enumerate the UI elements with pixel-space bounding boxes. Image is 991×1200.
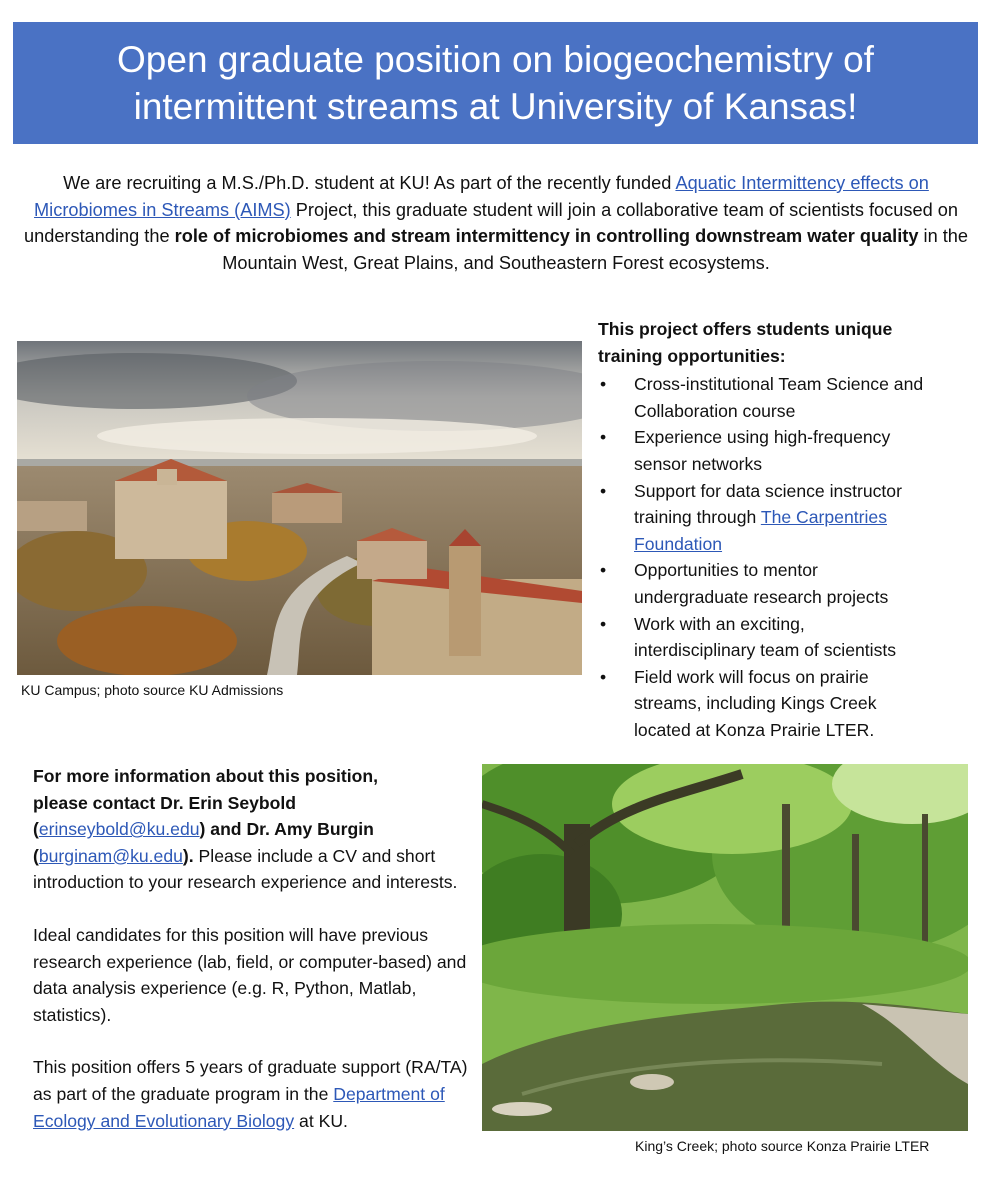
email-link-burgin[interactable]: burginam@ku.edu — [38, 845, 183, 866]
item-line: sensor networks — [634, 453, 763, 474]
item-line — [634, 504, 978, 531]
list-item — [598, 424, 978, 477]
offers-heading-line-1: This project offers students unique — [598, 319, 893, 339]
item-line: interdisciplinary team of scientists — [634, 640, 897, 661]
title-line-2: intermittent streams at University of Kansas! — [133, 86, 858, 127]
item-line: Cross-institutional Team Science and — [634, 374, 924, 395]
contact-section — [33, 763, 473, 1160]
item-text: training through — [634, 507, 761, 528]
support-text: This position offers 5 years of graduate support (RA/TA) as part of the graduate program in the — [33, 1057, 468, 1104]
intro-text-b: Project, this graduate student will join a collaborative team of scientists focused on understanding the — [23, 199, 958, 246]
support-paragraph — [33, 1054, 473, 1134]
support-text-end: at KU. — [294, 1110, 348, 1131]
list-item — [598, 664, 978, 744]
contact-text: Please include a CV and short introduction to your research experience and interests. — [33, 845, 458, 893]
campus-tower — [449, 546, 481, 656]
title-banner — [13, 22, 978, 144]
item-line: undergraduate research projects — [634, 586, 889, 607]
list-item — [598, 478, 978, 558]
bullet: • — [600, 666, 607, 687]
intro-text-c: in the Mountain West, Great Plains, and Southeastern Forest ecosystems. — [222, 226, 969, 273]
list-item — [598, 371, 978, 424]
contact-bold-line-2: please contact Dr. Erin Seybold — [33, 792, 297, 813]
item-line: Support for data science instructor — [634, 480, 902, 501]
item-line: Experience using high-frequency — [634, 427, 891, 448]
requirements-paragraph: Ideal candidates for this position will have previous research experience (lab, field, or computer-based) and data analysis experience (e.g. R, Python, Matlab, statistics). — [33, 924, 467, 1025]
item-line: Work with an exciting, — [634, 613, 805, 634]
item-line: located at Konza Prairie LTER. — [634, 719, 875, 740]
contact-bold-mid: ) and Dr. Amy Burgin — [199, 819, 374, 840]
list-item — [598, 557, 978, 610]
list-item — [598, 611, 978, 664]
offers-heading — [598, 316, 978, 369]
contact-bold-line-1: For more information about this position, — [33, 766, 379, 786]
bullet: • — [600, 480, 607, 501]
carpentries-link-continued[interactable]: Foundation — [634, 533, 723, 554]
eeb-department-link[interactable]: Department of Ecology and Evolutionary Biology — [33, 1083, 445, 1131]
offers-list — [598, 371, 978, 743]
paren-close: ). — [182, 845, 194, 866]
intro-bold-text: role of microbiomes and stream intermittency in controlling downstream water quality — [174, 226, 919, 246]
item-line: Collaboration course — [634, 400, 796, 421]
training-opportunities-section — [598, 316, 978, 744]
campus-photo-caption: KU Campus; photo source KU Admissions — [21, 682, 284, 698]
intro-text-a: We are recruiting a M.S./Ph.D. student at KU! As part of the recently funded — [63, 173, 676, 193]
bullet: • — [600, 427, 607, 448]
bullet: • — [600, 560, 607, 581]
title-line-1: Open graduate position on biogeochemistry of — [117, 39, 874, 80]
paren-open: ( — [33, 819, 39, 840]
campus-photo — [17, 341, 582, 675]
creek-photo — [482, 764, 968, 1131]
intro-paragraph — [16, 170, 976, 276]
contact-paragraph — [33, 763, 473, 896]
aims-project-link[interactable]: Aquatic Intermittency effects on Microbiomes in Streams (AIMS) — [34, 173, 929, 220]
item-line: Opportunities to mentor — [634, 560, 818, 581]
carpentries-link[interactable]: The Carpentries — [760, 507, 887, 528]
item-line: streams, including Kings Creek — [634, 693, 877, 714]
item-line — [634, 531, 978, 558]
offers-heading-line-2: training opportunities: — [598, 345, 786, 366]
creek-photo-caption: King’s Creek; photo source Konza Prairie LTER — [635, 1138, 930, 1154]
bullet: • — [600, 613, 607, 634]
bullet: • — [600, 374, 607, 395]
email-link-seybold[interactable]: erinseybold@ku.edu — [38, 819, 200, 840]
campus-building-left — [115, 481, 227, 559]
item-line: Field work will focus on prairie — [634, 666, 869, 687]
paren-open: ( — [33, 845, 39, 866]
